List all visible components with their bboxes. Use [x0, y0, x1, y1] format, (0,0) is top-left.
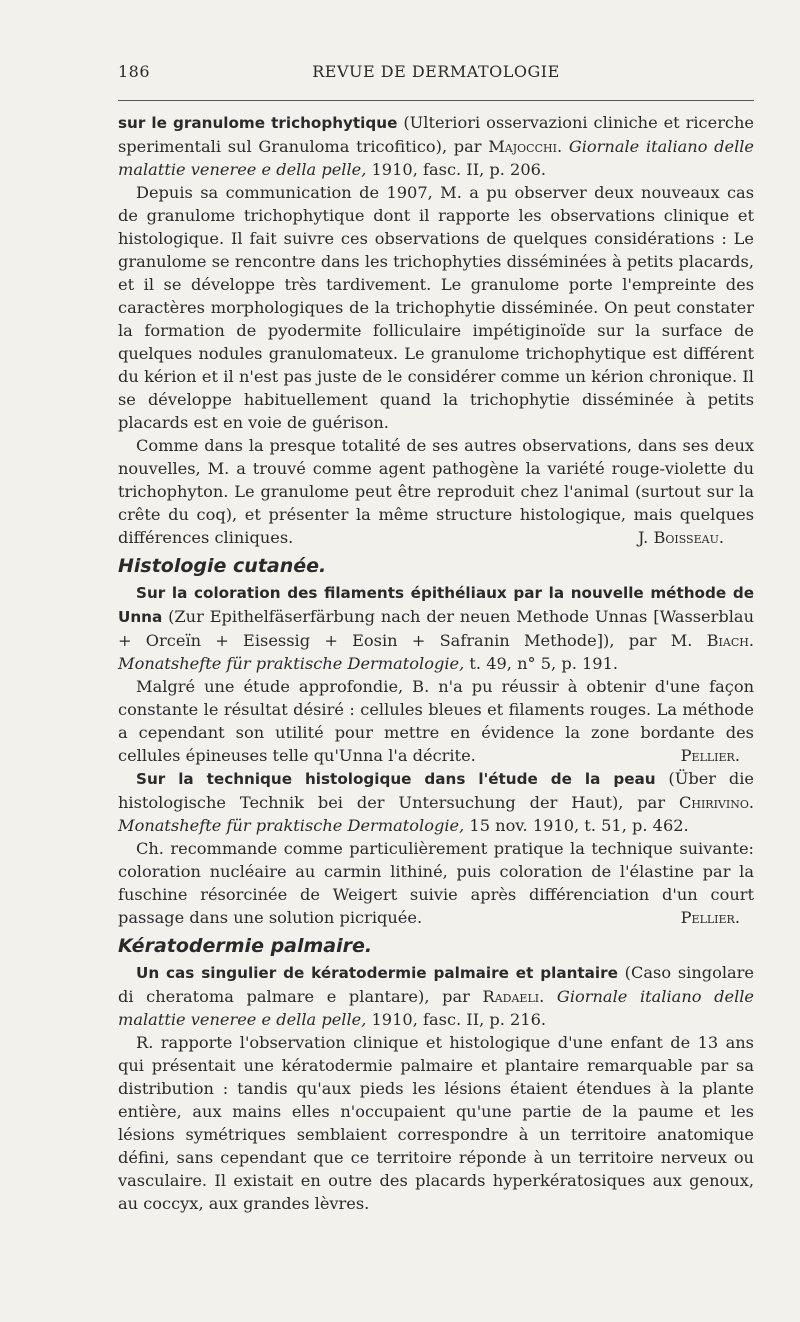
abstract-paragraph: Depuis sa communication de 1907, M. a pu observer deux nouveaux cas de granulome trichophytique dont il rapporte les observations clinique et histologique. Il fait suivre ces observations de quelques considérations : Le granulome se rencontre dans les trichophyties disséminées à petits placards, et il se développe très tardivement. Le granulome porte l'empreinte des caractères morphologiques de la trichophytie disséminée. On peut constater la formation de pyodermite folliculaire impétiginoïde sur la surface de quelques nodules granulomateux. Le granulome trichophytique est différent du kérion et il n'est pas juste de le considérer comme un kérion chronique. Il se développe habituellement quand la trichophytie disséminée à petits placards est en voie de guérison.	[118, 183, 754, 432]
journal-name: Monatshefte für praktische Dermatologie,	[118, 654, 465, 673]
author-name: Radaeli.	[482, 987, 545, 1006]
journal-name: Monatshefte für praktische Dermatologie,	[118, 816, 465, 835]
abstract-paragraph: Ch. recommande comme particulièrement pratique la technique suivante: coloration nucléaire au carmin lithiné, puis coloration de l'élastine par la fuschine résorcinée de Weigert suivie après différenciation d'un court passage dans une solution picriquée. Pellier.	[118, 839, 754, 927]
abstract-paragraph: Comme dans la presque totalité de ses autres observations, dans ses deux nouvelles, M. a trouvé comme agent pathogène la variété rouge-violette du trichophyton. Le granulome peut être reproduit chez l'animal (surtout sur la crête du coq), et présenter la même structure histologique, mais quelques différences cliniques. J. Boisseau.	[118, 436, 754, 547]
signature: Pellier.	[680, 908, 740, 927]
abstract-citation: Sur la coloration des filaments épithéliaux par la nouvelle méthode de Unna (Zur Epithelfäserfärbung nach der neuen Methode Unnas [Wasserblau + Orceïn + Eisessig + Eosin + Safranin Methode]), par M. Biach. Monatshefte für praktische Dermatologie, t. 49, n° 5, p. 191.	[118, 584, 754, 673]
page-header	[118, 62, 754, 86]
abstract-citation: Un cas singulier de kératodermie palmaire et plantaire (Caso singolare di cheratoma palmare e plantare), par Radaeli. Giornale italiano delle malattie veneree e della pelle, 1910, fasc. II, p. 216.	[118, 963, 755, 1029]
abstract-title: Un cas singulier de kératodermie palmaire et plantaire	[136, 964, 618, 982]
abstract-paragraph: R. rapporte l'observation clinique et histologique d'une enfant de 13 ans qui présentait une kératodermie palmaire et plantaire remarquable par sa distribution : tandis qu'aux pieds les lésions étaient étendues à la plante entière, aux mains elles n'occupaient qu'une partie de la paume et les lésions symétriques semblaient correspondre à un territoire anatomique défini, sans cependant que ce territoire réponde à un territoire nerveux ou vasculaire. Il existait en outre des placards hyperkératosiques aux genoux, au coccyx, aux grandes lèvres.	[118, 1033, 754, 1213]
page-number: 186	[118, 62, 151, 81]
running-title: REVUE DE DERMATOLOGIE	[312, 62, 560, 81]
journal-name: Giornale italiano delle malattie veneree e della pelle,	[118, 137, 755, 179]
abstract-title: Sur la coloration des filaments épithéliaux par la nouvelle méthode de Unna	[118, 584, 754, 626]
author-name: Majocchi.	[488, 137, 563, 156]
abstract-title: sur le granulome trichophytique	[118, 114, 398, 132]
article-body	[118, 111, 754, 1215]
section-heading: Kératodermie palmaire.	[118, 935, 373, 957]
abstract-citation: Sur la technique histologique dans l'étude de la peau (Über die histologische Technik bei der Untersuchung der Haut), par Chirivino. Monatshefte für praktische Dermatologie, 15 nov. 1910, t. 51, p. 462.	[118, 769, 754, 835]
section-heading: Histologie cutanée.	[118, 555, 327, 577]
author-name: M. Biach.	[670, 631, 754, 650]
abstract-citation: sur le granulome trichophytique (Ulteriori osservazioni cliniche et ricerche sperimentali sul Granuloma tricofitico), par Majocchi. Giornale italiano delle malattie veneree e della pelle, 1910, fasc. II, p. 206.	[118, 113, 755, 179]
header-rule	[118, 100, 754, 101]
journal-name: Giornale italiano delle malattie veneree e della pelle,	[118, 987, 755, 1029]
signature: Pellier.	[680, 746, 740, 765]
signature: J. Boisseau.	[637, 528, 724, 547]
author-name: Chirivino.	[678, 793, 754, 812]
abstract-title: Sur la technique histologique dans l'étude de la peau	[136, 770, 656, 788]
abstract-paragraph: Malgré une étude approfondie, B. n'a pu réussir à obtenir d'une façon constante le résultat désiré : cellules bleues et filaments rouges. La méthode a cependant son utilité pour mettre en évidence la zone bordante des cellules épineuses telle qu'Unna l'a décrite. Pellier.	[118, 677, 754, 765]
